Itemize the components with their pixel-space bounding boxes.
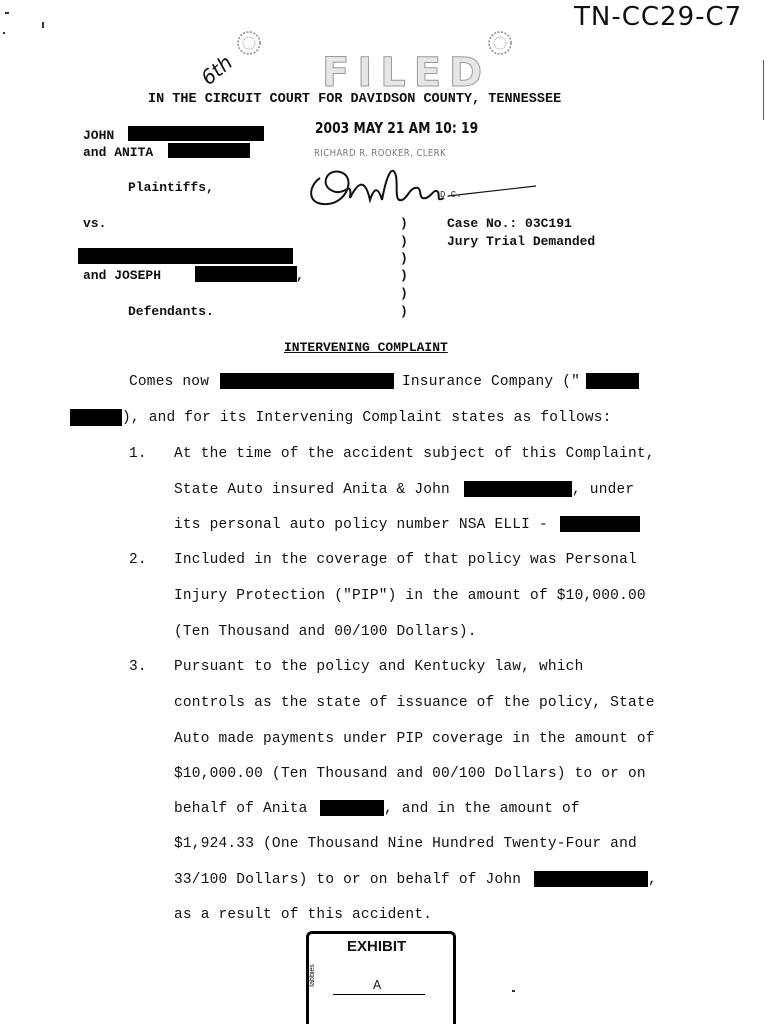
- paragraph-text: Included in the coverage of that policy was Personal: [174, 552, 637, 568]
- paragraph-text: Auto made payments under PIP coverage in the amount of: [174, 731, 655, 747]
- paragraph-text: as a result of this accident.: [174, 907, 433, 923]
- margin-speck: [512, 990, 515, 992]
- seal-icon: [236, 30, 262, 56]
- exhibit-vendor: tabbies: [308, 964, 316, 987]
- caption-paren: ): [400, 216, 408, 231]
- defendant-joseph-label: and JOSEPH: [83, 268, 162, 283]
- defendant-suffix: ,: [296, 268, 304, 283]
- paragraph-text: State Auto insured Anita & John: [174, 482, 450, 498]
- defendants-label: Defendants.: [128, 304, 214, 319]
- jury-demand: Jury Trial Demanded: [447, 234, 596, 249]
- clerk-signature: [300, 158, 540, 214]
- plaintiff-anita-label: and ANITA: [83, 145, 154, 160]
- caption-paren: ): [400, 286, 408, 301]
- intro-text: Insurance Company (": [402, 374, 581, 390]
- plaintiffs-label: Plaintiffs,: [128, 180, 214, 195]
- paragraph-text: $1,924.33 (One Thousand Nine Hundred Twenty-Four and: [174, 836, 637, 852]
- paragraph-text: $10,000.00 (Ten Thousand and 00/100 Dollars) to or on: [174, 766, 646, 782]
- margin-speck: [3, 32, 5, 34]
- redaction-bar: [534, 871, 648, 887]
- filed-stamp-datetime: 2003 MAY 21 AM 10: 19: [315, 119, 479, 137]
- paragraph-text: , under: [572, 482, 635, 498]
- paragraph-text: (Ten Thousand and 00/100 Dollars).: [174, 624, 477, 640]
- paragraph-text: behalf of Anita: [174, 801, 308, 817]
- filed-stamp-clerk: RICHARD R. ROOKER, CLERK: [314, 148, 446, 159]
- handwritten-case-reference: TN-CC29-C7: [574, 2, 743, 32]
- filed-stamp-word: FILED: [322, 50, 491, 96]
- exhibit-sticker: [306, 931, 456, 1024]
- redaction-bar: [586, 373, 639, 389]
- redaction-bar: [220, 373, 394, 389]
- exhibit-line: [333, 994, 425, 995]
- exhibit-letter: A: [373, 978, 382, 992]
- handwritten-initials: 6th: [196, 50, 238, 90]
- paragraph-number: 3.: [129, 659, 147, 675]
- redaction-bar: [320, 800, 384, 816]
- redaction-bar: [128, 126, 264, 141]
- filed-stamp-dc: D.C.: [440, 190, 462, 200]
- caption-paren: ): [400, 304, 408, 319]
- paragraph-text: ,: [648, 872, 657, 888]
- redaction-bar: [70, 409, 122, 426]
- intro-text: ), and for its Intervening Complaint states as follows:: [122, 410, 612, 426]
- margin-speck: [5, 12, 9, 14]
- seal-icon: [487, 30, 513, 56]
- case-number: Case No.: 03C191: [447, 216, 572, 231]
- plaintiff-john-label: JOHN: [83, 128, 115, 143]
- redaction-bar: [464, 481, 572, 497]
- paragraph-text: , and in the amount of: [384, 801, 580, 817]
- intro-text: Comes now: [129, 374, 210, 390]
- paragraph-text: Injury Protection ("PIP") in the amount of $10,000.00: [174, 588, 646, 604]
- margin-speck: [42, 22, 44, 28]
- exhibit-label: EXHIBIT: [347, 938, 407, 955]
- right-edge-line: [763, 60, 764, 120]
- paragraph-text: controls as the state of issuance of the policy, State: [174, 695, 655, 711]
- redaction-bar: [78, 248, 293, 264]
- redaction-bar: [560, 516, 640, 532]
- caption-paren: ): [400, 268, 408, 283]
- paragraph-text: Pursuant to the policy and Kentucky law, which: [174, 659, 584, 675]
- paragraph-text: At the time of the accident subject of this Complaint,: [174, 446, 655, 462]
- redaction-bar: [195, 266, 297, 282]
- document-title: INTERVENING COMPLAINT: [284, 340, 448, 355]
- paragraph-number: 1.: [129, 446, 147, 462]
- caption-paren: ): [400, 251, 408, 266]
- paragraph-text: 33/100 Dollars) to or on behalf of John: [174, 872, 522, 888]
- caption-paren: ): [400, 234, 408, 249]
- paragraph-number: 2.: [129, 552, 147, 568]
- court-heading: IN THE CIRCUIT COURT FOR DAVIDSON COUNTY, TENNESSEE: [148, 92, 562, 107]
- redaction-bar: [168, 143, 250, 158]
- paragraph-text: its personal auto policy number NSA ELLI -: [174, 517, 548, 533]
- vs-label: vs.: [83, 216, 107, 231]
